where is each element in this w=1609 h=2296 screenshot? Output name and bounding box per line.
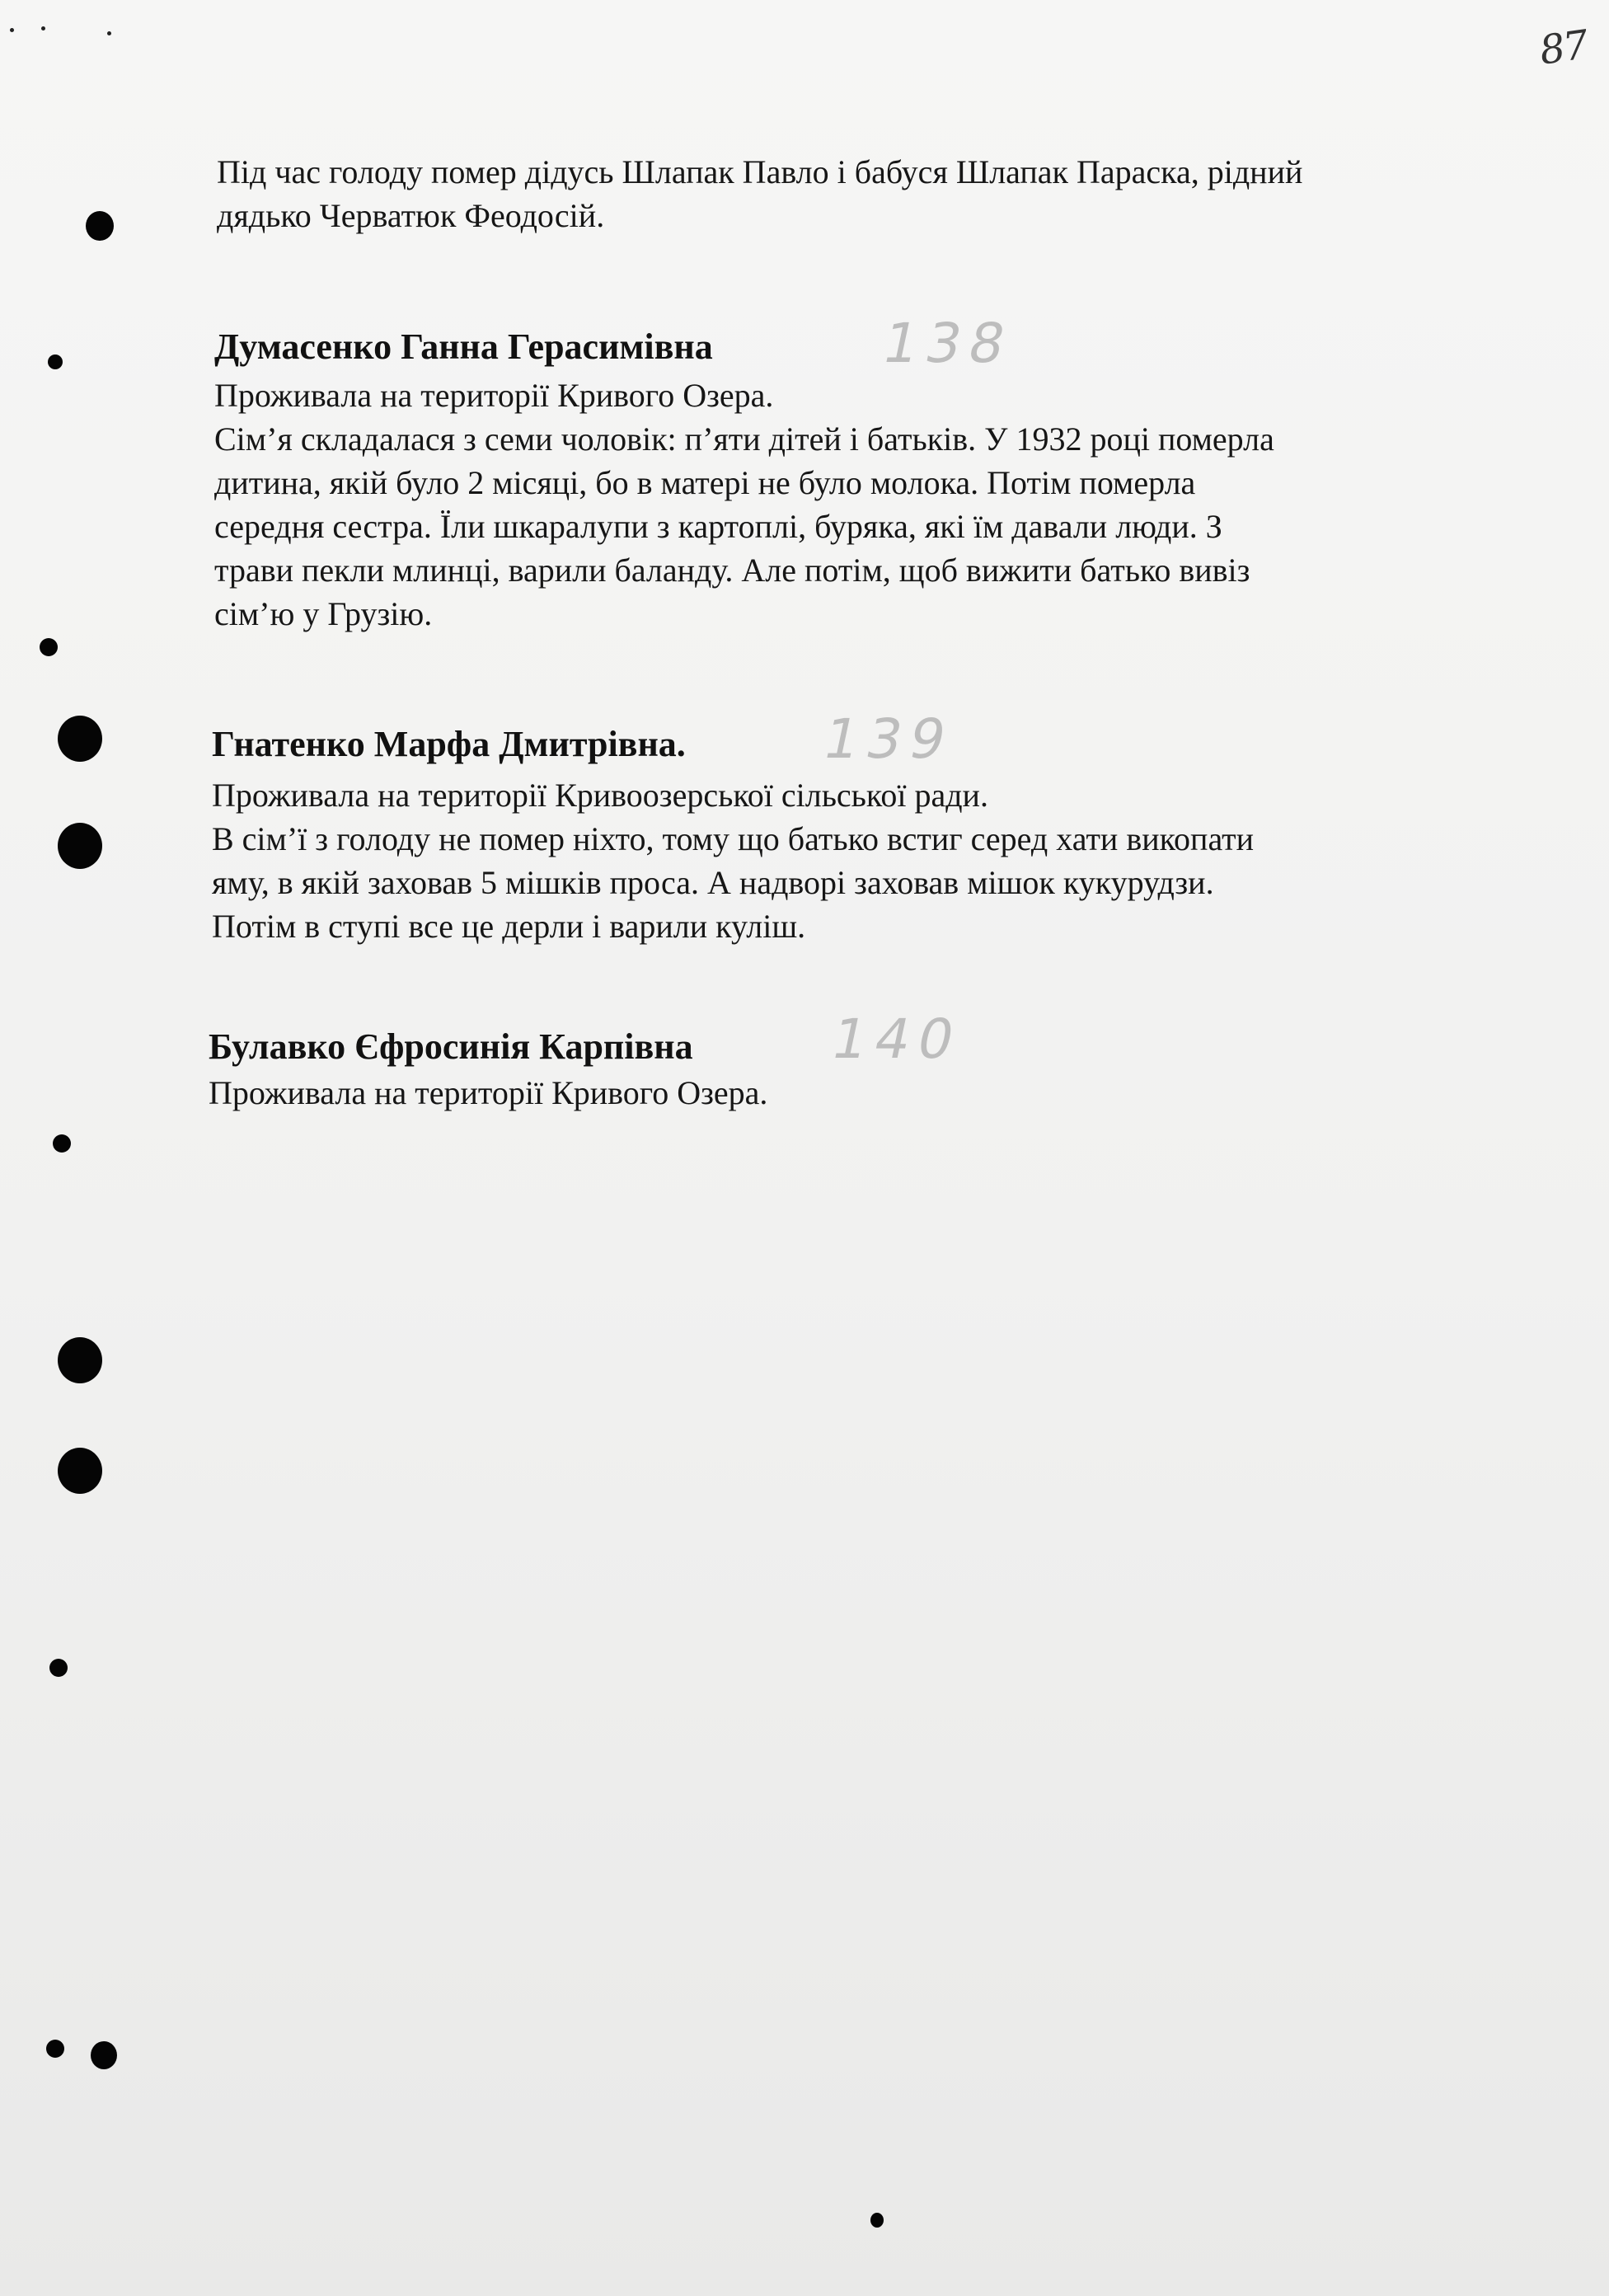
pencil-entry-number: 138 [876, 312, 1020, 375]
text-line: Проживала на території Кривоозерської сільської ради. [212, 777, 988, 814]
scan-speck [107, 31, 111, 35]
text-line: В сім’ї з голоду не помер ніхто, тому що батько встиг серед хати викопати [212, 820, 1255, 857]
scan-speck [41, 26, 45, 31]
pencil-entry-number: 139 [817, 707, 960, 771]
punch-hole [46, 2040, 64, 2058]
text-line: яму, в якій заховав 5 мішків проса. А надворі заховав мішок кукурудзи. [212, 864, 1214, 901]
punch-hole [40, 638, 58, 656]
punch-hole [86, 211, 114, 241]
text-line: Сім’я складалася з семи чоловік: п’яти дітей і батьків. У 1932 році померла [214, 420, 1274, 458]
punch-hole [58, 823, 102, 869]
text-line: Під час голоду помер дідусь Шлапак Павло і бабуся Шлапак Параска, рідний [217, 153, 1303, 190]
punch-hole [58, 716, 102, 762]
pencil-entry-number: 140 [825, 1007, 969, 1071]
punch-hole [53, 1134, 71, 1153]
text-line: Проживала на території Кривого Озера. [209, 1074, 768, 1111]
text-line: сім’ю у Грузію. [214, 595, 433, 632]
entry-text [214, 373, 1274, 636]
entry-name: Булавко Єфросинія Карпівна [209, 1026, 693, 1067]
text-line: Проживала на території Кривого Озера. [214, 377, 774, 414]
text-line: дитина, якій було 2 місяці, бо в матері не було молока. Потім померла [214, 464, 1196, 501]
text-line: дядько Черватюк Феодосій. [217, 197, 605, 234]
entry-name: Гнатенко Марфа Дмитрівна. [212, 724, 686, 764]
intro-paragraph [217, 150, 1302, 237]
punch-hole [91, 2041, 117, 2069]
page-number: 87 [1536, 21, 1590, 74]
punch-hole [48, 354, 63, 369]
entry-text [212, 773, 1254, 948]
entry-name: Думасенко Ганна Герасимівна [214, 326, 713, 367]
entry-text [209, 1071, 767, 1115]
punch-hole [58, 1337, 102, 1383]
punch-hole [870, 2213, 884, 2228]
text-line: трави пекли млинці, варили баланду. Але потім, щоб вижити батько вивіз [214, 552, 1250, 589]
punch-hole [49, 1659, 68, 1677]
punch-hole [58, 1448, 102, 1494]
text-line: Потім в ступі все це дерли і варили куліш. [212, 908, 806, 945]
scan-speck [10, 28, 14, 32]
text-line: середня сестра. Їли шкаралупи з картоплі, буряка, які їм давали люди. З [214, 508, 1222, 545]
